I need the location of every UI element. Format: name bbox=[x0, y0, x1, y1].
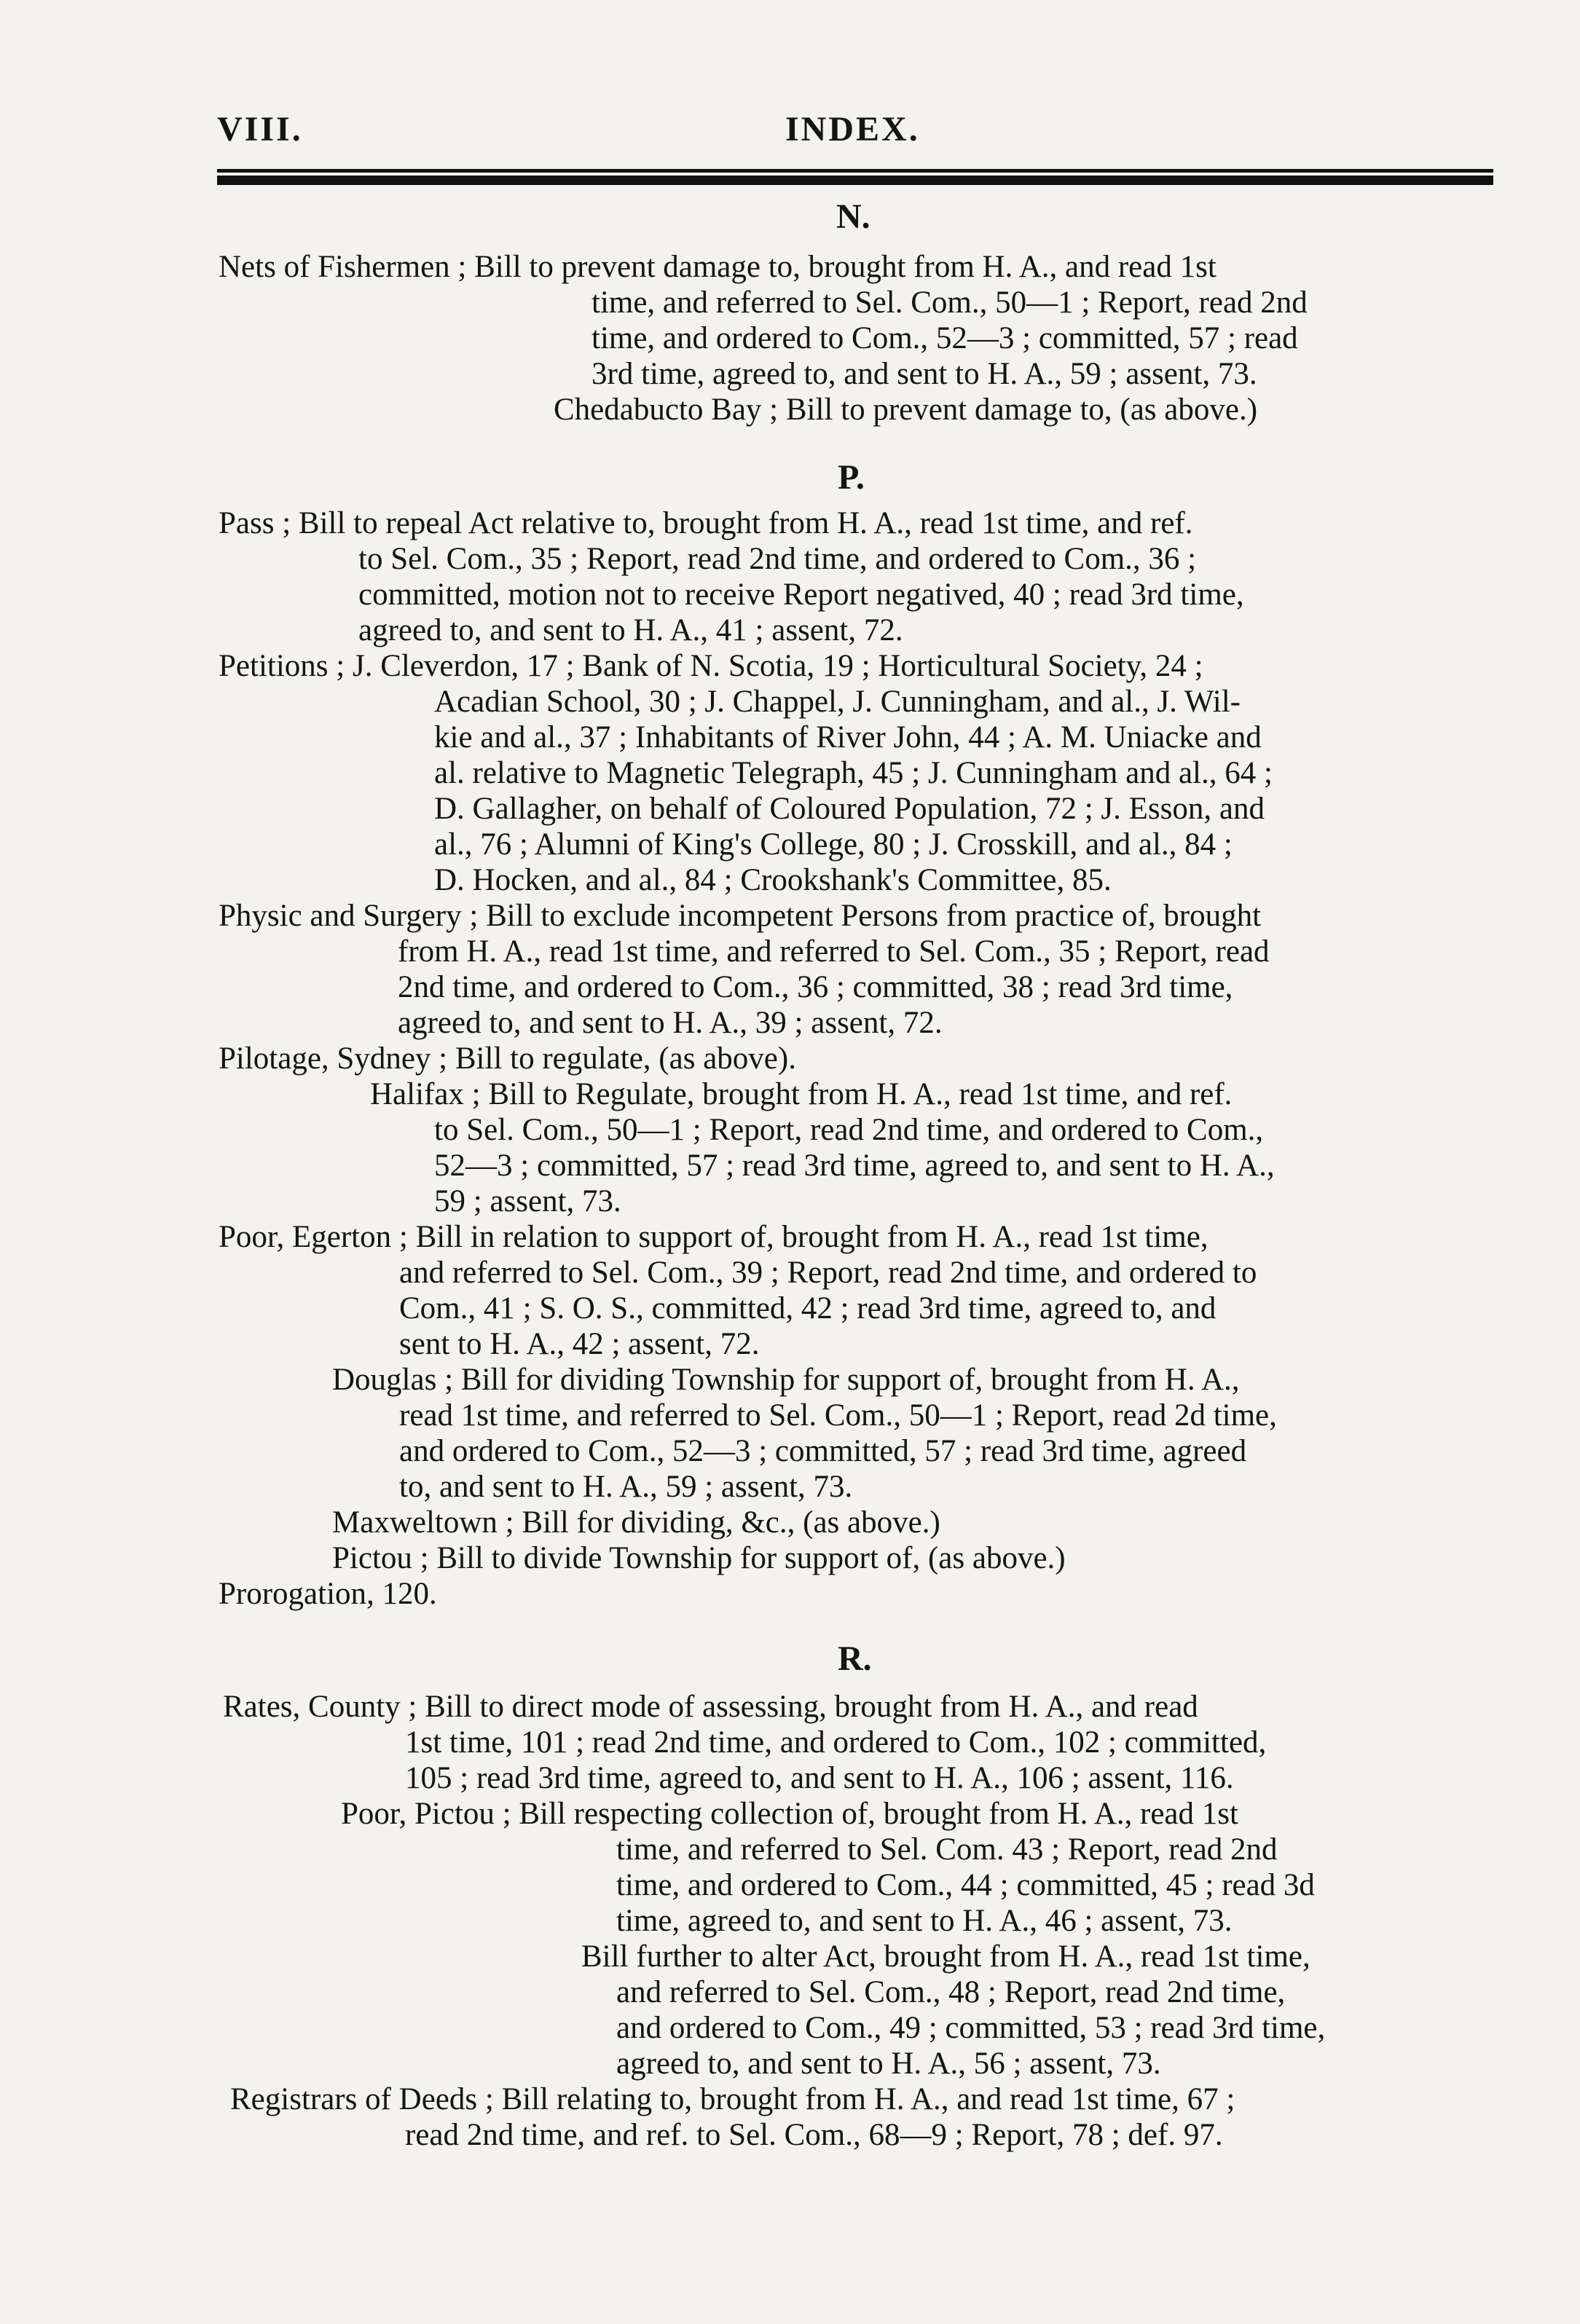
section-letter-n: N. bbox=[836, 197, 870, 236]
header-rule-thin bbox=[217, 169, 1493, 173]
index-line: Prorogation, 120. bbox=[219, 1577, 437, 1611]
index-line: Com., 41 ; S. O. S., committed, 42 ; read 3rd time, agreed to, and bbox=[399, 1291, 1217, 1326]
index-line: time, agreed to, and sent to H. A., 46 ; assent, 73. bbox=[616, 1904, 1233, 1938]
index-line: Halifax ; Bill to Regulate, brought from H. A., read 1st time, and ref. bbox=[370, 1077, 1233, 1111]
index-line: 52—3 ; committed, 57 ; read 3rd time, agreed to, and sent to H. A., bbox=[434, 1149, 1275, 1183]
index-line: agreed to, and sent to H. A., 41 ; assent, 72. bbox=[358, 613, 903, 647]
index-line: to Sel. Com., 35 ; Report, read 2nd time, and ordered to Com., 36 ; bbox=[358, 542, 1197, 576]
index-line: Poor, Egerton ; Bill in relation to support of, brought from H. A., read 1st time, bbox=[219, 1220, 1208, 1254]
section-letter-r: R. bbox=[838, 1639, 872, 1678]
index-line: and ordered to Com., 49 ; committed, 53 ; read 3rd time, bbox=[616, 2011, 1326, 2045]
index-line: Petitions ; J. Cleverdon, 17 ; Bank of N. Scotia, 19 ; Horticultural Society, 24 ; bbox=[219, 649, 1203, 683]
index-line: Douglas ; Bill for dividing Township for support of, brought from H. A., bbox=[332, 1363, 1240, 1397]
index-line: Bill further to alter Act, brought from H. A., read 1st time, bbox=[581, 1939, 1310, 1974]
index-line: Poor, Pictou ; Bill respecting collection of, brought from H. A., read 1st bbox=[341, 1797, 1238, 1831]
section-letter-p: P. bbox=[838, 458, 865, 497]
index-line: committed, motion not to receive Report negatived, 40 ; read 3rd time, bbox=[358, 578, 1244, 612]
index-line: read 2nd time, and ref. to Sel. Com., 68—9 ; Report, 78 ; def. 97. bbox=[405, 2118, 1223, 2152]
index-line: D. Gallagher, on behalf of Coloured Population, 72 ; J. Esson, and bbox=[434, 792, 1265, 826]
index-line: and referred to Sel. Com., 39 ; Report, read 2nd time, and ordered to bbox=[399, 1256, 1257, 1290]
index-line: Physic and Surgery ; Bill to exclude incompetent Persons from practice of, brought bbox=[219, 899, 1262, 933]
page-title: INDEX. bbox=[785, 110, 920, 149]
index-line: time, and ordered to Com., 44 ; committed, 45 ; read 3d bbox=[616, 1868, 1315, 1902]
index-line: Rates, County ; Bill to direct mode of assessing, brought from H. A., and read bbox=[223, 1690, 1198, 1724]
index-line: D. Hocken, and al., 84 ; Crookshank's Committee, 85. bbox=[434, 863, 1112, 897]
index-line: Chedabucto Bay ; Bill to prevent damage to, (as above.) bbox=[554, 393, 1258, 427]
index-line: 1st time, 101 ; read 2nd time, and ordered to Com., 102 ; committed, bbox=[405, 1725, 1267, 1760]
index-line: Registrars of Deeds ; Bill relating to, brought from H. A., and read 1st time, 67 ; bbox=[230, 2082, 1235, 2116]
index-line: and referred to Sel. Com., 48 ; Report, read 2nd time, bbox=[616, 1975, 1286, 2009]
index-line: 3rd time, agreed to, and sent to H. A., 59 ; assent, 73. bbox=[591, 357, 1257, 391]
index-line: Pictou ; Bill to divide Township for support of, (as above.) bbox=[332, 1541, 1066, 1575]
index-line: al. relative to Magnetic Telegraph, 45 ; J. Cunningham and al., 64 ; bbox=[434, 756, 1273, 790]
index-line: Maxweltown ; Bill for dividing, &c., (as above.) bbox=[332, 1505, 940, 1540]
index-line: Pilotage, Sydney ; Bill to regulate, (as above). bbox=[219, 1041, 796, 1076]
index-line: time, and referred to Sel. Com. 43 ; Report, read 2nd bbox=[616, 1832, 1278, 1867]
index-line: al., 76 ; Alumni of King's College, 80 ; J. Crosskill, and al., 84 ; bbox=[434, 827, 1233, 862]
index-line: 59 ; assent, 73. bbox=[434, 1184, 621, 1218]
header-rule-thick bbox=[217, 176, 1493, 185]
index-line: Pass ; Bill to repeal Act relative to, brought from H. A., read 1st time, and ref. bbox=[219, 506, 1193, 540]
index-line: to, and sent to H. A., 59 ; assent, 73. bbox=[399, 1470, 853, 1504]
index-line: agreed to, and sent to H. A., 56 ; assent, 73. bbox=[616, 2047, 1161, 2081]
index-line: time, and referred to Sel. Com., 50—1 ; Report, read 2nd bbox=[591, 285, 1308, 320]
index-line: time, and ordered to Com., 52—3 ; committed, 57 ; read bbox=[591, 321, 1298, 355]
index-line: 2nd time, and ordered to Com., 36 ; committed, 38 ; read 3rd time, bbox=[398, 970, 1233, 1004]
index-line: 105 ; read 3rd time, agreed to, and sent to H. A., 106 ; assent, 116. bbox=[405, 1761, 1234, 1795]
index-line: Acadian School, 30 ; J. Chappel, J. Cunningham, and al., J. Wil- bbox=[434, 685, 1241, 719]
index-line: sent to H. A., 42 ; assent, 72. bbox=[399, 1327, 760, 1361]
index-line: kie and al., 37 ; Inhabitants of River John, 44 ; A. M. Uniacke and bbox=[434, 720, 1262, 755]
index-line: from H. A., read 1st time, and referred to Sel. Com., 35 ; Report, read bbox=[398, 934, 1270, 969]
index-line: read 1st time, and referred to Sel. Com., 50—1 ; Report, read 2d time, bbox=[399, 1398, 1277, 1433]
page-number: VIII. bbox=[217, 110, 303, 149]
index-line: and ordered to Com., 52—3 ; committed, 57 ; read 3rd time, agreed bbox=[399, 1434, 1247, 1468]
index-line: to Sel. Com., 50—1 ; Report, read 2nd time, and ordered to Com., bbox=[434, 1113, 1264, 1147]
index-line: agreed to, and sent to H. A., 39 ; assent, 72. bbox=[398, 1006, 943, 1040]
index-line: Nets of Fishermen ; Bill to prevent damage to, brought from H. A., and read 1st bbox=[219, 250, 1217, 284]
